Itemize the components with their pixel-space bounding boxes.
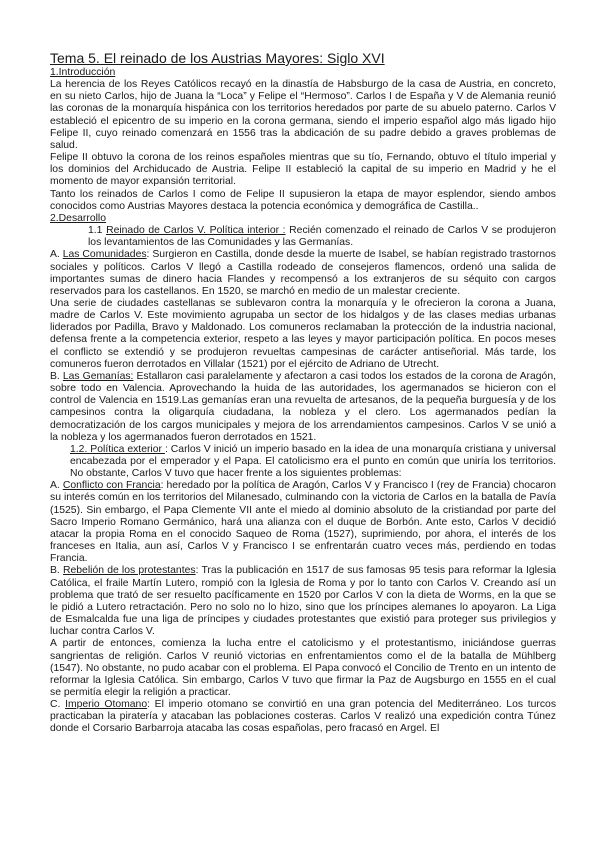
- paragraph: La herencia de los Reyes Católicos recayó en la dinastía de Habsburgo de la casa de Austria, en concreto, en su nieto Carlos, hijo de Juana la “Loca” y Felipe el “Hermoso”. Carlos I de España y V de Alemania reunió las coronas de la monarquía hispánica con los territorios heredados por parte de su abuelo paterno. Carlos V estableció el epicentro de su imperio en la corona germana, siendo el imperio español algo más ligado hijo Felipe II, cuyo reinado comenzará en 1556 tras la abdicación de su padre debido a graves problemas de salud.: [50, 79, 556, 151]
- section-heading-desarrollo: 2.Desarrollo: [50, 212, 107, 224]
- subsection-politica-interior: [50, 225, 556, 249]
- item-text: : Tras la publicación en 1517 de sus famosas 95 tesis para reformar la Iglesia Católica, el fraile Martín Lutero, rompió con la Iglesia de Roma y por lo tanto con Carlos V. Creando así un problema que trató de ser resuelto pacíficamente en 1520 por Carlos V con la dieta de Worms, en la que se le pidió a Lutero retractación. Pero no solo no lo hizo, sino que los príncipes alemanes lo apoyaron. La Liga de Esmalcalda fue una liga de príncipes y ciudades protestantes que existió para proteger sus privilegios y luchar contra Carlos V.: [50, 565, 556, 638]
- item-letter: A.: [50, 480, 63, 492]
- item-text: Estallaron casi paralelamente y afectaron a casi todos los estados de la corona de Aragón, sobre todo en Valencia. Aprovechando la huida de las autoridades, los agermanados se hicieron con el control de Valencia en 1519.Las gemanías eran una revuelta de artesanos, de la pequeña burguesía y de los campesinos contra la oligarquía ciudadana, la nobleza y el clero. Los agermanados pedían la democratización de los cargos municipales y mejora de los arrendamientos campesinos. Carlos V se unió a la nobleza y los agermanados fueron derrotados en 1521.: [50, 370, 556, 443]
- item-title: Imperio Otomano: [65, 699, 148, 711]
- subsection-text: Recién comenzado el reinado de Carlos V se produjeron los levantamientos de las Comunidades y las Germanías.: [88, 225, 556, 249]
- paragraph: Tanto los reinados de Carlos I como de Felipe II supusieron la etapa de mayor esplendor, siendo ambos conocidos como Austrias Mayores destaca la potencia económica y demográfica de Castilla..: [50, 188, 556, 212]
- paragraph-francia: [50, 480, 556, 565]
- item-title: Las Comunidades: [62, 249, 147, 261]
- subsection-politica-exterior: [50, 444, 556, 480]
- item-letter: C.: [50, 699, 66, 711]
- subsection-number: 1.1: [88, 225, 107, 237]
- item-title: Rebelión de los protestantes: [63, 565, 196, 577]
- paragraph-germanias: [50, 371, 556, 444]
- subsection-title: 1.2. Política exterior: [70, 443, 165, 455]
- item-text: : El imperio otomano se convirtió en una gran potencia del Mediterráneo. Los turcos practicaban la piratería y atacaban las poblaciones costeras. Carlos V realizó una expedición contra Túnez donde el Corsario Barbarroja atacaba las cosas españolas, pero fracasó en Argel. El: [50, 699, 557, 735]
- paragraph: A partir de entonces, comienza la lucha entre el catolicismo y el protestantismo, iniciándose guerras sangrientas de religión. Carlos V reunió victorias en enfrentamientos como el de la batalla de Mühlberg (1547). No obstante, no pudo acabar con el problema. El Papa convocó el Concilio de Trento en un intento de reformar la Iglesia Católica. Sin embargo, Carlos V tuvo que firmar la Paz de Augsburgo en 1555 en el cual se permitía elegir la religión a practicar.: [50, 638, 556, 698]
- subsection-title: Reinado de Carlos V. Política interior :: [106, 225, 286, 237]
- item-title: Conflicto con Francia: [62, 480, 161, 492]
- item-letter: B.: [50, 370, 63, 382]
- paragraph-protestantes: [50, 565, 556, 638]
- paragraph: Felipe II obtuvo la corona de los reinos españoles mientras que su tío, Fernando, obtuvo el título imperial y los dominios del Archiducado de Austria. Felipe II estableció la capital de su imperio en Madrid y he el momento de mayor expansión territorial.: [50, 152, 556, 188]
- item-title: Las Gemanías:: [62, 370, 134, 382]
- paragraph-otomano: [50, 699, 556, 735]
- paragraph: Una serie de ciudades castellanas se sublevaron contra la monarquía y le ofrecieron la corona a Juana, madre de Carlos V. Este movimiento agrupaba un sector de los hidalgos y de las clases medias urbanas liderados por Padilla, Bravo y Maldonado. Los comuneros reclamaban la protección de la industria nacional, defensa frente a la competencia exterior, respeto a las leyes y mayor participación política. En pocos meses el conflicto se extendió y se produjeron revueltas campesinas de carácter antiseñorial. Más tarde, los comuneros fueron derrotados en Villalar (1521) por el ejército de Adriano de Utrecht.: [50, 297, 556, 370]
- item-letter: B.: [50, 565, 63, 577]
- section-heading-introduccion: 1.Introducción: [50, 67, 116, 78]
- item-letter: A.: [50, 249, 63, 261]
- subsection-text: : Carlos V inició un imperio basado en la idea de una monarquía cristiana y universal encabezada por el emperador y el Papa. El catolicismo era el punto en común que uniría los territorios. No obstante, Carlos V tuvo que hacer frente a los siguientes problemas:: [70, 443, 556, 480]
- page-title: Tema 5. El reinado de los Austrias Mayores: Siglo XVI: [50, 50, 385, 66]
- item-text: : heredado por la política de Aragón, Carlos V y Francisco I (rey de Francia) chocaron su interés común en los territorios del Milanesado, culminando con la victoria de Carlos en la batalla de Pavía (1525). Sin embargo, el Papa Clemente VII ante el miedo al dominio absoluto de la cristiandad por parte del Sacro Imperio Romano Germánico, hará una alianza con el duque de Borbón. Ante esto, Carlos V decidió atacar la propia Roma en el conocido Saqueo de Roma (1527), suprimiendo, por ahora, el interés de los franceses en Italia, aun así, Carlos V y Francisco I se enfrentarán cuatro veces más, perdiendo en todas Francia.: [50, 480, 556, 565]
- item-text: : Surgieron en Castilla, donde desde la muerte de Isabel, se habían registrado trastornos sociales y políticos. Carlos V llegó a Castilla rodeado de consejeros flamencos, ordenó una salida de importantes sumas de dinero hacia Flandes y recompensó a los extranjeros de su séquito con cargos reservados para los castellanos. En 1520, se marchó en medio de un malestar creciente.: [50, 249, 556, 297]
- paragraph-comunidades: [50, 249, 556, 298]
